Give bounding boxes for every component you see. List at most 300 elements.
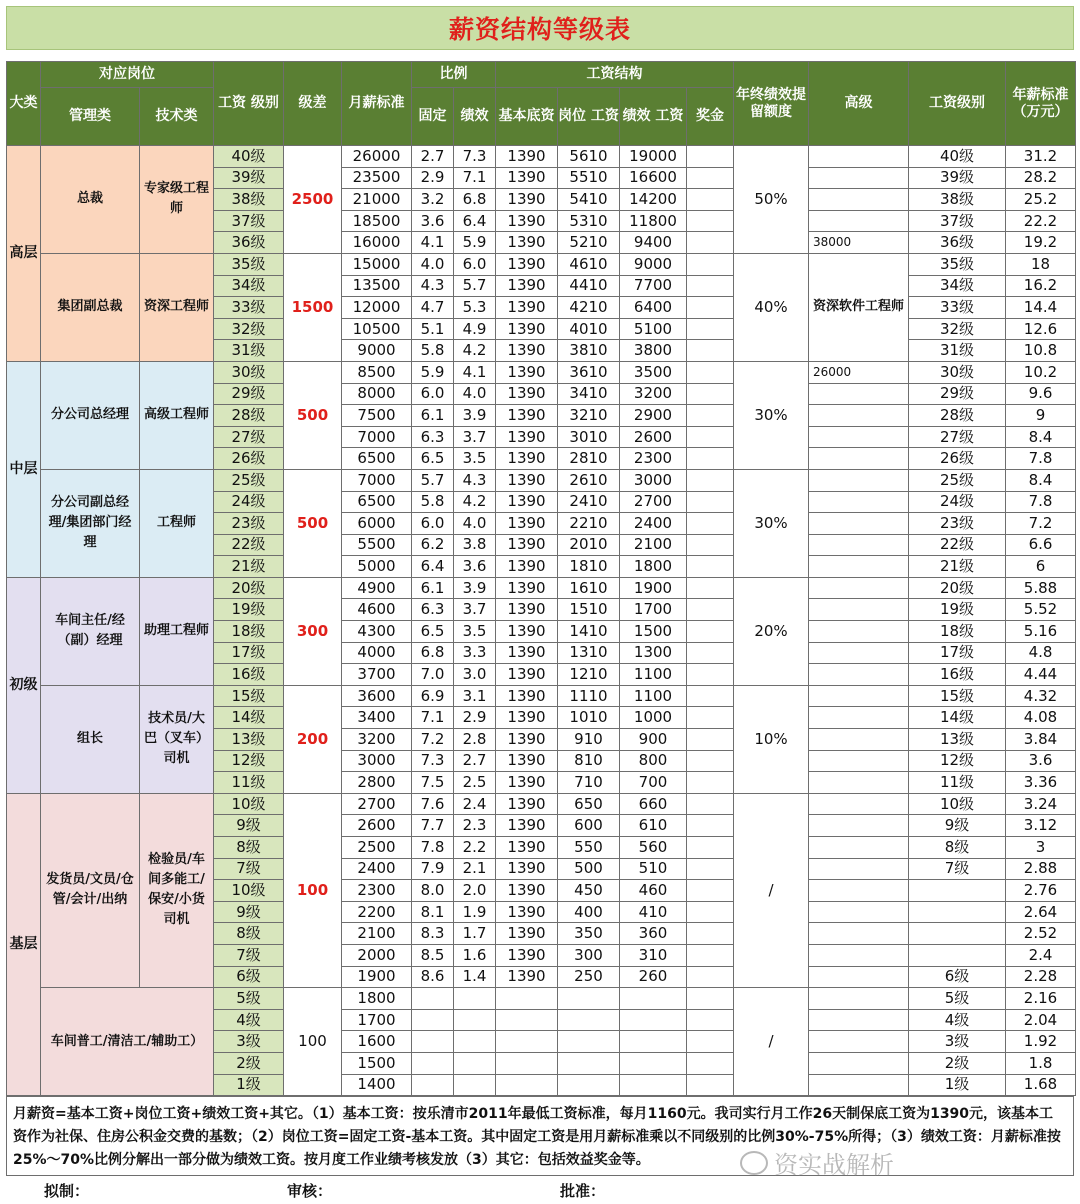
fixed-ratio: [412, 1009, 454, 1031]
fixed-ratio: 7.9: [412, 858, 454, 880]
table-row: [7, 577, 1076, 599]
monthly-salary: 16000: [342, 232, 412, 254]
header-structure: 工资结构: [496, 62, 734, 88]
perf-ratio: 2.2: [454, 837, 496, 859]
monthly-salary: 3000: [342, 750, 412, 772]
wage-grade: 19级: [909, 599, 1006, 621]
annual-salary: 16.2: [1006, 275, 1076, 297]
post-pay: 4410: [558, 275, 620, 297]
category-cell: 初级: [7, 577, 41, 793]
header-management: 管理类: [41, 88, 140, 146]
perf-pay: 14200: [620, 189, 687, 211]
management-position: 分公司总经理: [41, 361, 140, 469]
management-position: 分公司副总经理/集团部门经理: [41, 469, 140, 577]
grade-cell: 39级: [214, 167, 284, 189]
annual-salary: 8.4: [1006, 426, 1076, 448]
perf-pay: 9000: [620, 253, 687, 275]
base-pay: 1390: [496, 534, 558, 556]
base-pay: 1390: [496, 664, 558, 686]
table-row: [7, 361, 1076, 383]
wage-grade: 40级: [909, 146, 1006, 168]
wage-grade: 22级: [909, 534, 1006, 556]
grade-cell: 7级: [214, 858, 284, 880]
post-pay: [558, 1009, 620, 1031]
senior-cell: [809, 599, 909, 621]
perf-ratio: 4.0: [454, 513, 496, 535]
bonus-cell: [687, 729, 734, 751]
monthly-salary: 13500: [342, 275, 412, 297]
monthly-salary: 2500: [342, 837, 412, 859]
monthly-salary: 26000: [342, 146, 412, 168]
wage-grade: 21级: [909, 556, 1006, 578]
perf-ratio: 1.6: [454, 944, 496, 966]
perf-ratio: 3.6: [454, 556, 496, 578]
monthly-salary: 3200: [342, 729, 412, 751]
senior-cell: [809, 383, 909, 405]
post-pay: 2410: [558, 491, 620, 513]
senior-cell: [809, 750, 909, 772]
post-pay: 1010: [558, 707, 620, 729]
perf-ratio: 6.0: [454, 253, 496, 275]
base-pay: 1390: [496, 966, 558, 988]
monthly-salary: 1900: [342, 966, 412, 988]
fixed-ratio: 7.2: [412, 729, 454, 751]
grade-diff: 200: [284, 685, 342, 793]
grade-cell: 3级: [214, 1031, 284, 1053]
annual-salary: 9.6: [1006, 383, 1076, 405]
perf-ratio: 1.7: [454, 923, 496, 945]
bonus-cell: [687, 491, 734, 513]
bonus-cell: [687, 988, 734, 1010]
grade-cell: 27级: [214, 426, 284, 448]
category-cell: 高层: [7, 146, 41, 362]
base-pay: 1390: [496, 577, 558, 599]
post-pay: 350: [558, 923, 620, 945]
annual-salary: 12.6: [1006, 318, 1076, 340]
header-position-group: 对应岗位: [41, 62, 214, 88]
annual-salary: 7.2: [1006, 513, 1076, 535]
perf-ratio: 4.2: [454, 491, 496, 513]
base-pay: 1390: [496, 556, 558, 578]
fixed-ratio: 7.6: [412, 793, 454, 815]
monthly-salary: 2700: [342, 793, 412, 815]
fixed-ratio: 8.0: [412, 880, 454, 902]
grade-diff: 100: [284, 793, 342, 987]
post-pay: 500: [558, 858, 620, 880]
post-pay: 2010: [558, 534, 620, 556]
perf-pay: 16600: [620, 167, 687, 189]
fixed-ratio: 6.5: [412, 621, 454, 643]
monthly-salary: 2000: [342, 944, 412, 966]
monthly-salary: 12000: [342, 297, 412, 319]
senior-cell: [809, 621, 909, 643]
monthly-salary: 2800: [342, 772, 412, 794]
monthly-salary: 1800: [342, 988, 412, 1010]
grade-cell: 15级: [214, 685, 284, 707]
perf-pay: 360: [620, 923, 687, 945]
table-row: [7, 793, 1076, 815]
fixed-ratio: 8.6: [412, 966, 454, 988]
fixed-ratio: 4.7: [412, 297, 454, 319]
management-position: 集团副总裁: [41, 253, 140, 361]
perf-ratio: 3.3: [454, 642, 496, 664]
perf-ratio: 3.5: [454, 448, 496, 470]
fixed-ratio: 2.9: [412, 167, 454, 189]
fixed-ratio: [412, 1031, 454, 1053]
table-row: [7, 146, 1076, 168]
post-pay: 550: [558, 837, 620, 859]
bonus-cell: [687, 318, 734, 340]
post-pay: 1410: [558, 621, 620, 643]
bonus-cell: [687, 426, 734, 448]
base-pay: 1390: [496, 318, 558, 340]
post-pay: 300: [558, 944, 620, 966]
base-pay: 1390: [496, 513, 558, 535]
grade-cell: 4级: [214, 1009, 284, 1031]
post-pay: 600: [558, 815, 620, 837]
annual-salary: 2.28: [1006, 966, 1076, 988]
bonus-cell: [687, 189, 734, 211]
bonus-cell: [687, 448, 734, 470]
perf-pay: 700: [620, 772, 687, 794]
perf-pay: 1500: [620, 621, 687, 643]
perf-ratio: 7.3: [454, 146, 496, 168]
post-pay: 1610: [558, 577, 620, 599]
bonus-cell: [687, 1009, 734, 1031]
fixed-ratio: 8.1: [412, 901, 454, 923]
perf-ratio: 3.0: [454, 664, 496, 686]
technical-position: 资深工程师: [140, 253, 214, 361]
annual-salary: 5.16: [1006, 621, 1076, 643]
monthly-salary: 3700: [342, 664, 412, 686]
grade-cell: 32级: [214, 318, 284, 340]
signature-review: 审核：: [287, 1182, 333, 1200]
grade-cell: 29级: [214, 383, 284, 405]
annual-salary: 18: [1006, 253, 1076, 275]
monthly-salary: 1600: [342, 1031, 412, 1053]
perf-ratio: 2.1: [454, 858, 496, 880]
perf-pay: 460: [620, 880, 687, 902]
post-pay: 3210: [558, 405, 620, 427]
annual-salary: 2.4: [1006, 944, 1076, 966]
grade-cell: 30级: [214, 361, 284, 383]
perf-ratio: 2.9: [454, 707, 496, 729]
base-pay: 1390: [496, 621, 558, 643]
annual-salary: 6.6: [1006, 534, 1076, 556]
post-pay: 400: [558, 901, 620, 923]
year-end-reserve: 30%: [734, 361, 809, 469]
perf-pay: 3500: [620, 361, 687, 383]
perf-pay: 660: [620, 793, 687, 815]
perf-ratio: [454, 1052, 496, 1074]
senior-cell: [809, 772, 909, 794]
grade-cell: 13级: [214, 729, 284, 751]
senior-cell: [809, 685, 909, 707]
fixed-ratio: 8.5: [412, 944, 454, 966]
monthly-salary: 7000: [342, 469, 412, 491]
post-pay: 710: [558, 772, 620, 794]
grade-cell: 18级: [214, 621, 284, 643]
senior-cell: [809, 837, 909, 859]
wage-grade: 8级: [909, 837, 1006, 859]
perf-pay: 11800: [620, 210, 687, 232]
bonus-cell: [687, 146, 734, 168]
technical-position: 专家级工程师: [140, 146, 214, 254]
perf-ratio: 7.1: [454, 167, 496, 189]
grade-cell: 36级: [214, 232, 284, 254]
header-grade: 工资 级别: [214, 62, 284, 146]
monthly-salary: 7000: [342, 426, 412, 448]
fixed-ratio: [412, 1052, 454, 1074]
wage-grade: [909, 880, 1006, 902]
fixed-ratio: 6.3: [412, 599, 454, 621]
monthly-salary: 8000: [342, 383, 412, 405]
senior-cell: [809, 491, 909, 513]
fixed-ratio: 7.3: [412, 750, 454, 772]
base-pay: 1390: [496, 448, 558, 470]
post-pay: 250: [558, 966, 620, 988]
perf-pay: 2300: [620, 448, 687, 470]
bonus-cell: [687, 210, 734, 232]
perf-pay: 1000: [620, 707, 687, 729]
wage-grade: 10级: [909, 793, 1006, 815]
monthly-salary: 2300: [342, 880, 412, 902]
senior-cell: [809, 448, 909, 470]
monthly-salary: 2100: [342, 923, 412, 945]
fixed-ratio: [412, 1074, 454, 1096]
base-pay: [496, 1052, 558, 1074]
bonus-cell: [687, 664, 734, 686]
perf-pay: 410: [620, 901, 687, 923]
bonus-cell: [687, 685, 734, 707]
header-fixed: 固定: [412, 88, 454, 146]
perf-ratio: 2.3: [454, 815, 496, 837]
perf-ratio: 1.9: [454, 901, 496, 923]
technical-position: 助理工程师: [140, 577, 214, 685]
annual-salary: 7.8: [1006, 448, 1076, 470]
base-pay: 1390: [496, 383, 558, 405]
perf-pay: 1700: [620, 599, 687, 621]
perf-pay: 1100: [620, 685, 687, 707]
table-row: [7, 988, 1076, 1010]
bonus-cell: [687, 383, 734, 405]
grade-diff: 300: [284, 577, 342, 685]
perf-pay: 2100: [620, 534, 687, 556]
grade-cell: 40级: [214, 146, 284, 168]
salary-table: [6, 61, 1076, 1096]
monthly-salary: 15000: [342, 253, 412, 275]
monthly-salary: 4000: [342, 642, 412, 664]
perf-pay: 2900: [620, 405, 687, 427]
header-diff: 级差: [284, 62, 342, 146]
perf-ratio: 3.1: [454, 685, 496, 707]
annual-salary: 10.8: [1006, 340, 1076, 362]
fixed-ratio: 6.4: [412, 556, 454, 578]
grade-cell: 8级: [214, 923, 284, 945]
fixed-ratio: 5.7: [412, 469, 454, 491]
fixed-ratio: 3.2: [412, 189, 454, 211]
wage-grade: 12级: [909, 750, 1006, 772]
post-pay: 3610: [558, 361, 620, 383]
perf-ratio: 4.9: [454, 318, 496, 340]
bonus-cell: [687, 923, 734, 945]
wage-grade: 23级: [909, 513, 1006, 535]
perf-ratio: 4.3: [454, 469, 496, 491]
watermark-text: 资实战解析: [774, 1151, 894, 1179]
header-category: 大类: [7, 62, 41, 146]
base-pay: 1390: [496, 405, 558, 427]
wage-grade: 17级: [909, 642, 1006, 664]
senior-cell: [809, 642, 909, 664]
grade-cell: 23级: [214, 513, 284, 535]
bonus-cell: [687, 577, 734, 599]
bonus-cell: [687, 966, 734, 988]
base-pay: 1390: [496, 599, 558, 621]
wage-grade: [909, 923, 1006, 945]
base-pay: 1390: [496, 426, 558, 448]
fixed-ratio: 6.8: [412, 642, 454, 664]
monthly-salary: 5500: [342, 534, 412, 556]
annual-salary: 1.68: [1006, 1074, 1076, 1096]
senior-cell: [809, 189, 909, 211]
wage-grade: 36级: [909, 232, 1006, 254]
senior-cell: [809, 513, 909, 535]
post-pay: 2810: [558, 448, 620, 470]
wage-grade: 3级: [909, 1031, 1006, 1053]
monthly-salary: 7500: [342, 405, 412, 427]
perf-pay: 1300: [620, 642, 687, 664]
annual-salary: 5.88: [1006, 577, 1076, 599]
monthly-salary: 23500: [342, 167, 412, 189]
wage-grade: 25级: [909, 469, 1006, 491]
bonus-cell: [687, 815, 734, 837]
perf-ratio: [454, 1009, 496, 1031]
grade-cell: 17级: [214, 642, 284, 664]
monthly-salary: 9000: [342, 340, 412, 362]
base-pay: 1390: [496, 750, 558, 772]
bonus-cell: [687, 750, 734, 772]
fixed-ratio: 4.1: [412, 232, 454, 254]
monthly-salary: 1400: [342, 1074, 412, 1096]
wage-grade: 30级: [909, 361, 1006, 383]
perf-pay: 260: [620, 966, 687, 988]
base-pay: 1390: [496, 858, 558, 880]
wage-grade: 28级: [909, 405, 1006, 427]
annual-salary: 3.12: [1006, 815, 1076, 837]
perf-pay: 19000: [620, 146, 687, 168]
base-pay: 1390: [496, 642, 558, 664]
senior-cell: [809, 146, 909, 168]
wage-grade: 13级: [909, 729, 1006, 751]
perf-pay: 610: [620, 815, 687, 837]
senior-cell: 38000: [809, 232, 909, 254]
annual-salary: 2.16: [1006, 988, 1076, 1010]
annual-salary: 14.4: [1006, 297, 1076, 319]
senior-cell: [809, 815, 909, 837]
grade-cell: 38级: [214, 189, 284, 211]
monthly-salary: 5000: [342, 556, 412, 578]
bonus-cell: [687, 513, 734, 535]
grade-cell: 19级: [214, 599, 284, 621]
monthly-salary: 3600: [342, 685, 412, 707]
perf-ratio: 3.7: [454, 599, 496, 621]
annual-salary: 31.2: [1006, 146, 1076, 168]
perf-ratio: 3.9: [454, 405, 496, 427]
perf-ratio: 4.2: [454, 340, 496, 362]
post-pay: 4210: [558, 297, 620, 319]
post-pay: 5210: [558, 232, 620, 254]
base-pay: 1390: [496, 901, 558, 923]
header-wage-grade: 工资级别: [909, 62, 1006, 146]
bonus-cell: [687, 793, 734, 815]
perf-ratio: [454, 1031, 496, 1053]
year-end-reserve: 10%: [734, 685, 809, 793]
header-perf-pay: 绩效 工资: [620, 88, 687, 146]
post-pay: 450: [558, 880, 620, 902]
base-pay: [496, 988, 558, 1010]
fixed-ratio: 6.1: [412, 577, 454, 599]
wage-grade: 27级: [909, 426, 1006, 448]
bonus-cell: [687, 621, 734, 643]
post-pay: 2610: [558, 469, 620, 491]
bonus-cell: [687, 707, 734, 729]
perf-ratio: 5.7: [454, 275, 496, 297]
base-pay: 1390: [496, 837, 558, 859]
base-pay: 1390: [496, 340, 558, 362]
grade-cell: 35级: [214, 253, 284, 275]
wage-grade: 15级: [909, 685, 1006, 707]
perf-pay: 800: [620, 750, 687, 772]
monthly-salary: 2400: [342, 858, 412, 880]
annual-salary: 4.08: [1006, 707, 1076, 729]
monthly-salary: 4600: [342, 599, 412, 621]
grade-cell: 26级: [214, 448, 284, 470]
annual-salary: 2.04: [1006, 1009, 1076, 1031]
grade-cell: 2级: [214, 1052, 284, 1074]
monthly-salary: 1500: [342, 1052, 412, 1074]
fixed-ratio: 7.8: [412, 837, 454, 859]
bonus-cell: [687, 837, 734, 859]
wage-grade: 5级: [909, 988, 1006, 1010]
watermark: [740, 1145, 894, 1180]
perf-pay: 3800: [620, 340, 687, 362]
post-pay: 5610: [558, 146, 620, 168]
category-cell: 中层: [7, 361, 41, 577]
bonus-cell: [687, 1031, 734, 1053]
wage-grade: 11级: [909, 772, 1006, 794]
post-pay: 1210: [558, 664, 620, 686]
monthly-salary: 2600: [342, 815, 412, 837]
header-year-end: 年终绩效提留额度: [734, 62, 809, 146]
base-pay: 1390: [496, 880, 558, 902]
grade-cell: 31级: [214, 340, 284, 362]
perf-pay: [620, 988, 687, 1010]
post-pay: 5310: [558, 210, 620, 232]
base-pay: 1390: [496, 793, 558, 815]
fixed-ratio: 7.1: [412, 707, 454, 729]
management-position: 车间主任/经（副）经理: [41, 577, 140, 685]
senior-cell: [809, 167, 909, 189]
wage-grade: 9级: [909, 815, 1006, 837]
annual-salary: 3.6: [1006, 750, 1076, 772]
monthly-salary: 21000: [342, 189, 412, 211]
fixed-ratio: 6.3: [412, 426, 454, 448]
header-perf: 绩效: [454, 88, 496, 146]
wage-grade: 37级: [909, 210, 1006, 232]
perf-ratio: 2.8: [454, 729, 496, 751]
fixed-ratio: 7.7: [412, 815, 454, 837]
perf-pay: [620, 1052, 687, 1074]
